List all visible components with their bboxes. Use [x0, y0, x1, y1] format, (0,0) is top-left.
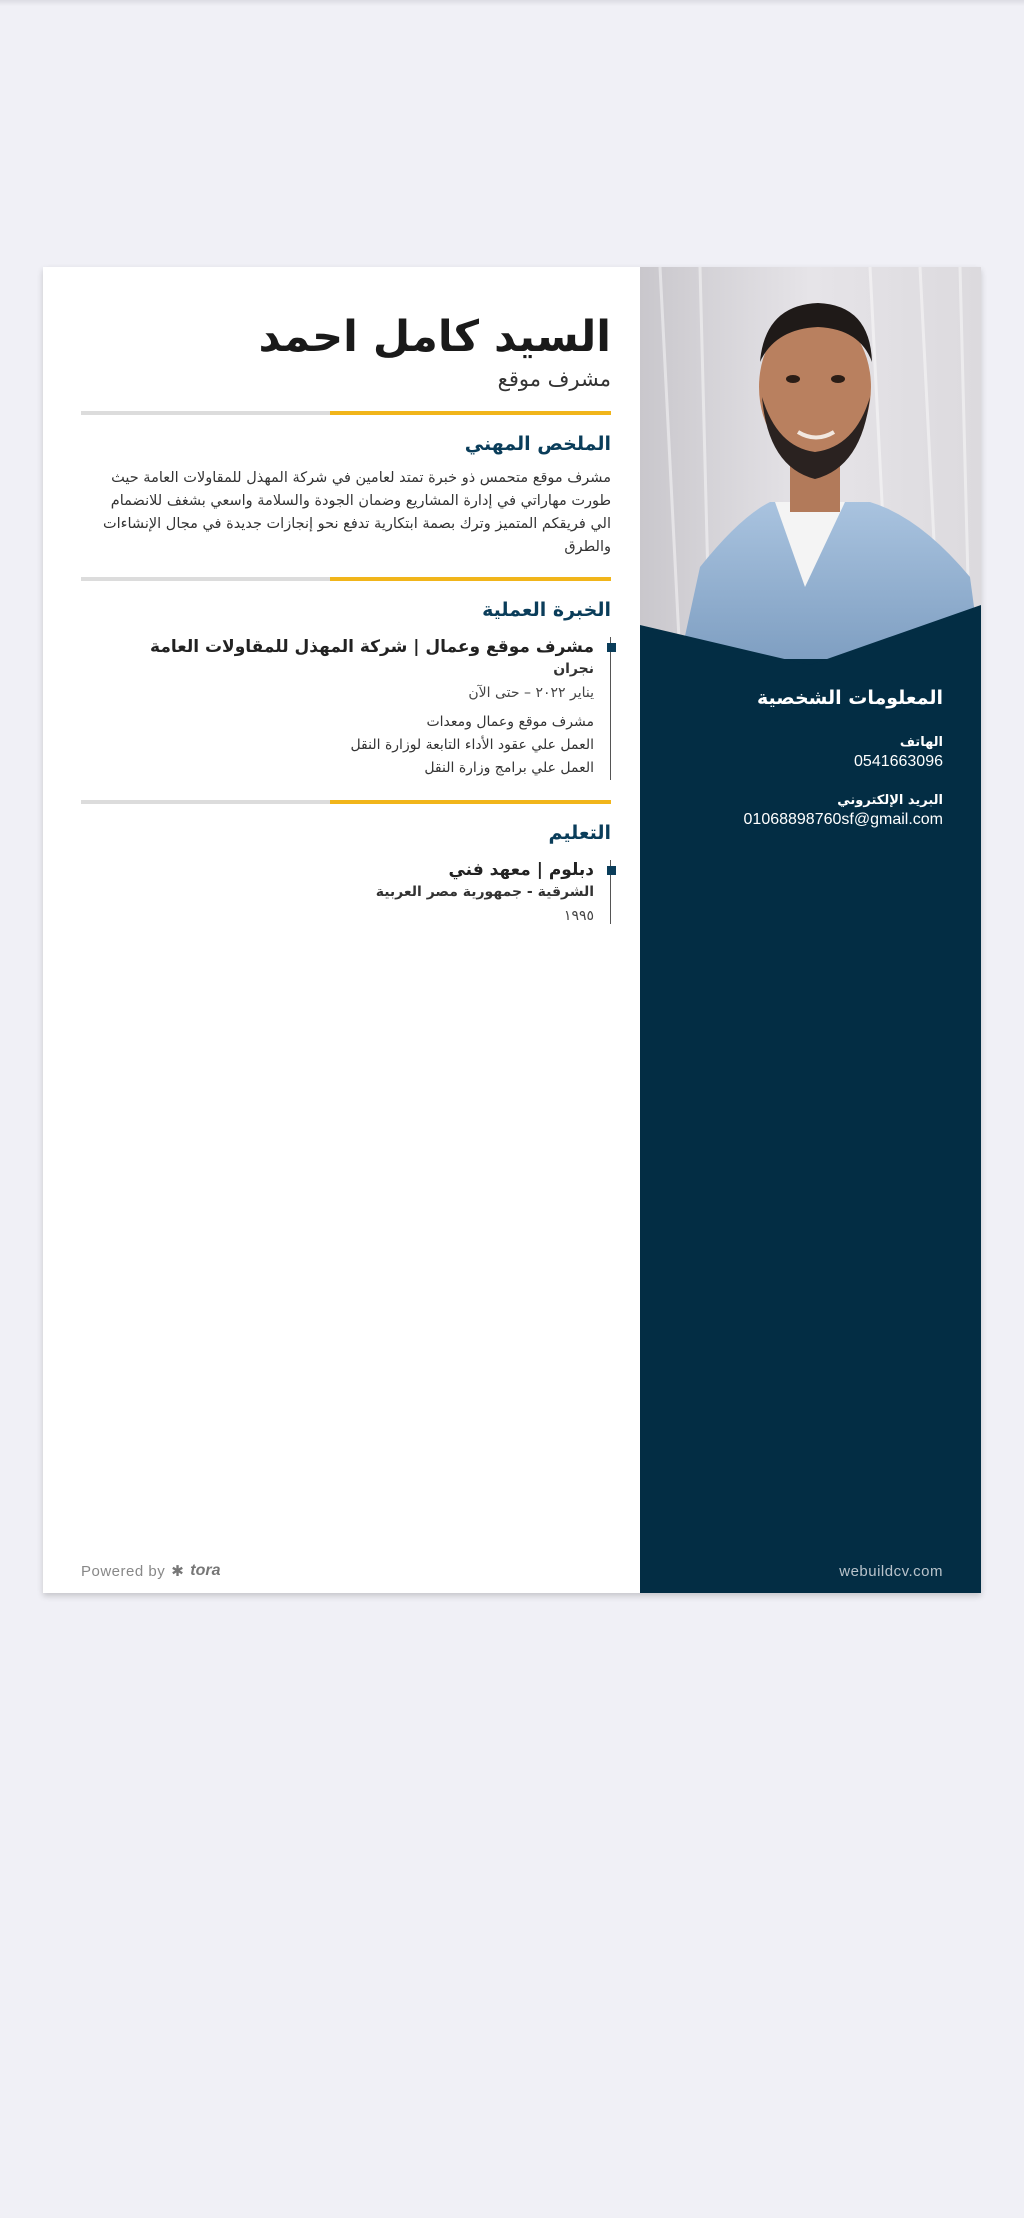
education-date: ١٩٩٥ [563, 908, 594, 924]
tora-logo: tora [190, 1562, 221, 1579]
experience-date: يناير ٢٠٢٢ – حتى الآن [468, 685, 594, 701]
tora-logo-icon: ✱ [171, 1563, 185, 1580]
powered-by-text: Powered by [81, 1562, 166, 1580]
section-divider [81, 800, 611, 804]
personal-info-title: المعلومات الشخصية [756, 687, 943, 709]
experience-title: الخبرة العملية [482, 599, 611, 621]
main-column [81, 267, 611, 924]
experience-heading: مشرف موقع وعمال | شركة المهذل للمقاولات العامة [150, 637, 594, 657]
phone-label: الهاتف [899, 735, 943, 750]
candidate-name: السيد كامل احمد [258, 312, 611, 362]
experience-line: مشرف موقع وعمال ومعدات [426, 714, 594, 730]
powered-by[interactable] [81, 1562, 221, 1580]
experience-entry [81, 637, 611, 780]
profile-photo [640, 267, 981, 659]
education-entry [81, 860, 611, 924]
education-title: التعليم [548, 822, 611, 844]
experience-location: نجران [553, 661, 594, 677]
section-divider [81, 411, 611, 415]
email-value[interactable]: 01068898760sf@gmail.com [743, 811, 943, 828]
site-link[interactable]: webuildcv.com [839, 1563, 943, 1580]
experience-line: العمل علي عقود الأداء التابعة لوزارة النقل [350, 737, 594, 753]
summary-text: مشرف موقع متحمس ذو خبرة تمتد لعامين في شركة المهذل للمقاولات العامة حيث طورت مهاراتي في إدارة المشاريع وضمان الجودة والسلامة واسعي بشغف للانضمام الي فريقكم المتميز وترك بصمة ابتكارية تدفع نحو إنجازات جديدة في مجال الإنشاءات والطرق [102, 470, 611, 555]
education-location: الشرقية - جمهورية مصر العربية [375, 884, 594, 900]
email-label: البريد الإلكتروني [837, 793, 943, 808]
resume-page [43, 267, 981, 1593]
experience-details [81, 711, 594, 780]
education-heading: دبلوم | معهد فني [448, 860, 594, 880]
summary-title: الملخص المهني [464, 433, 611, 455]
personal-info [673, 687, 943, 829]
experience-line: العمل علي برامج وزارة النقل [424, 760, 594, 776]
section-divider [81, 577, 611, 581]
phone-value[interactable]: 0541663096 [854, 753, 943, 770]
photo-chevron-shape [640, 605, 981, 665]
sidebar [640, 267, 981, 1593]
candidate-job-title: مشرف موقع [497, 367, 611, 391]
top-shadow [0, 0, 1024, 6]
